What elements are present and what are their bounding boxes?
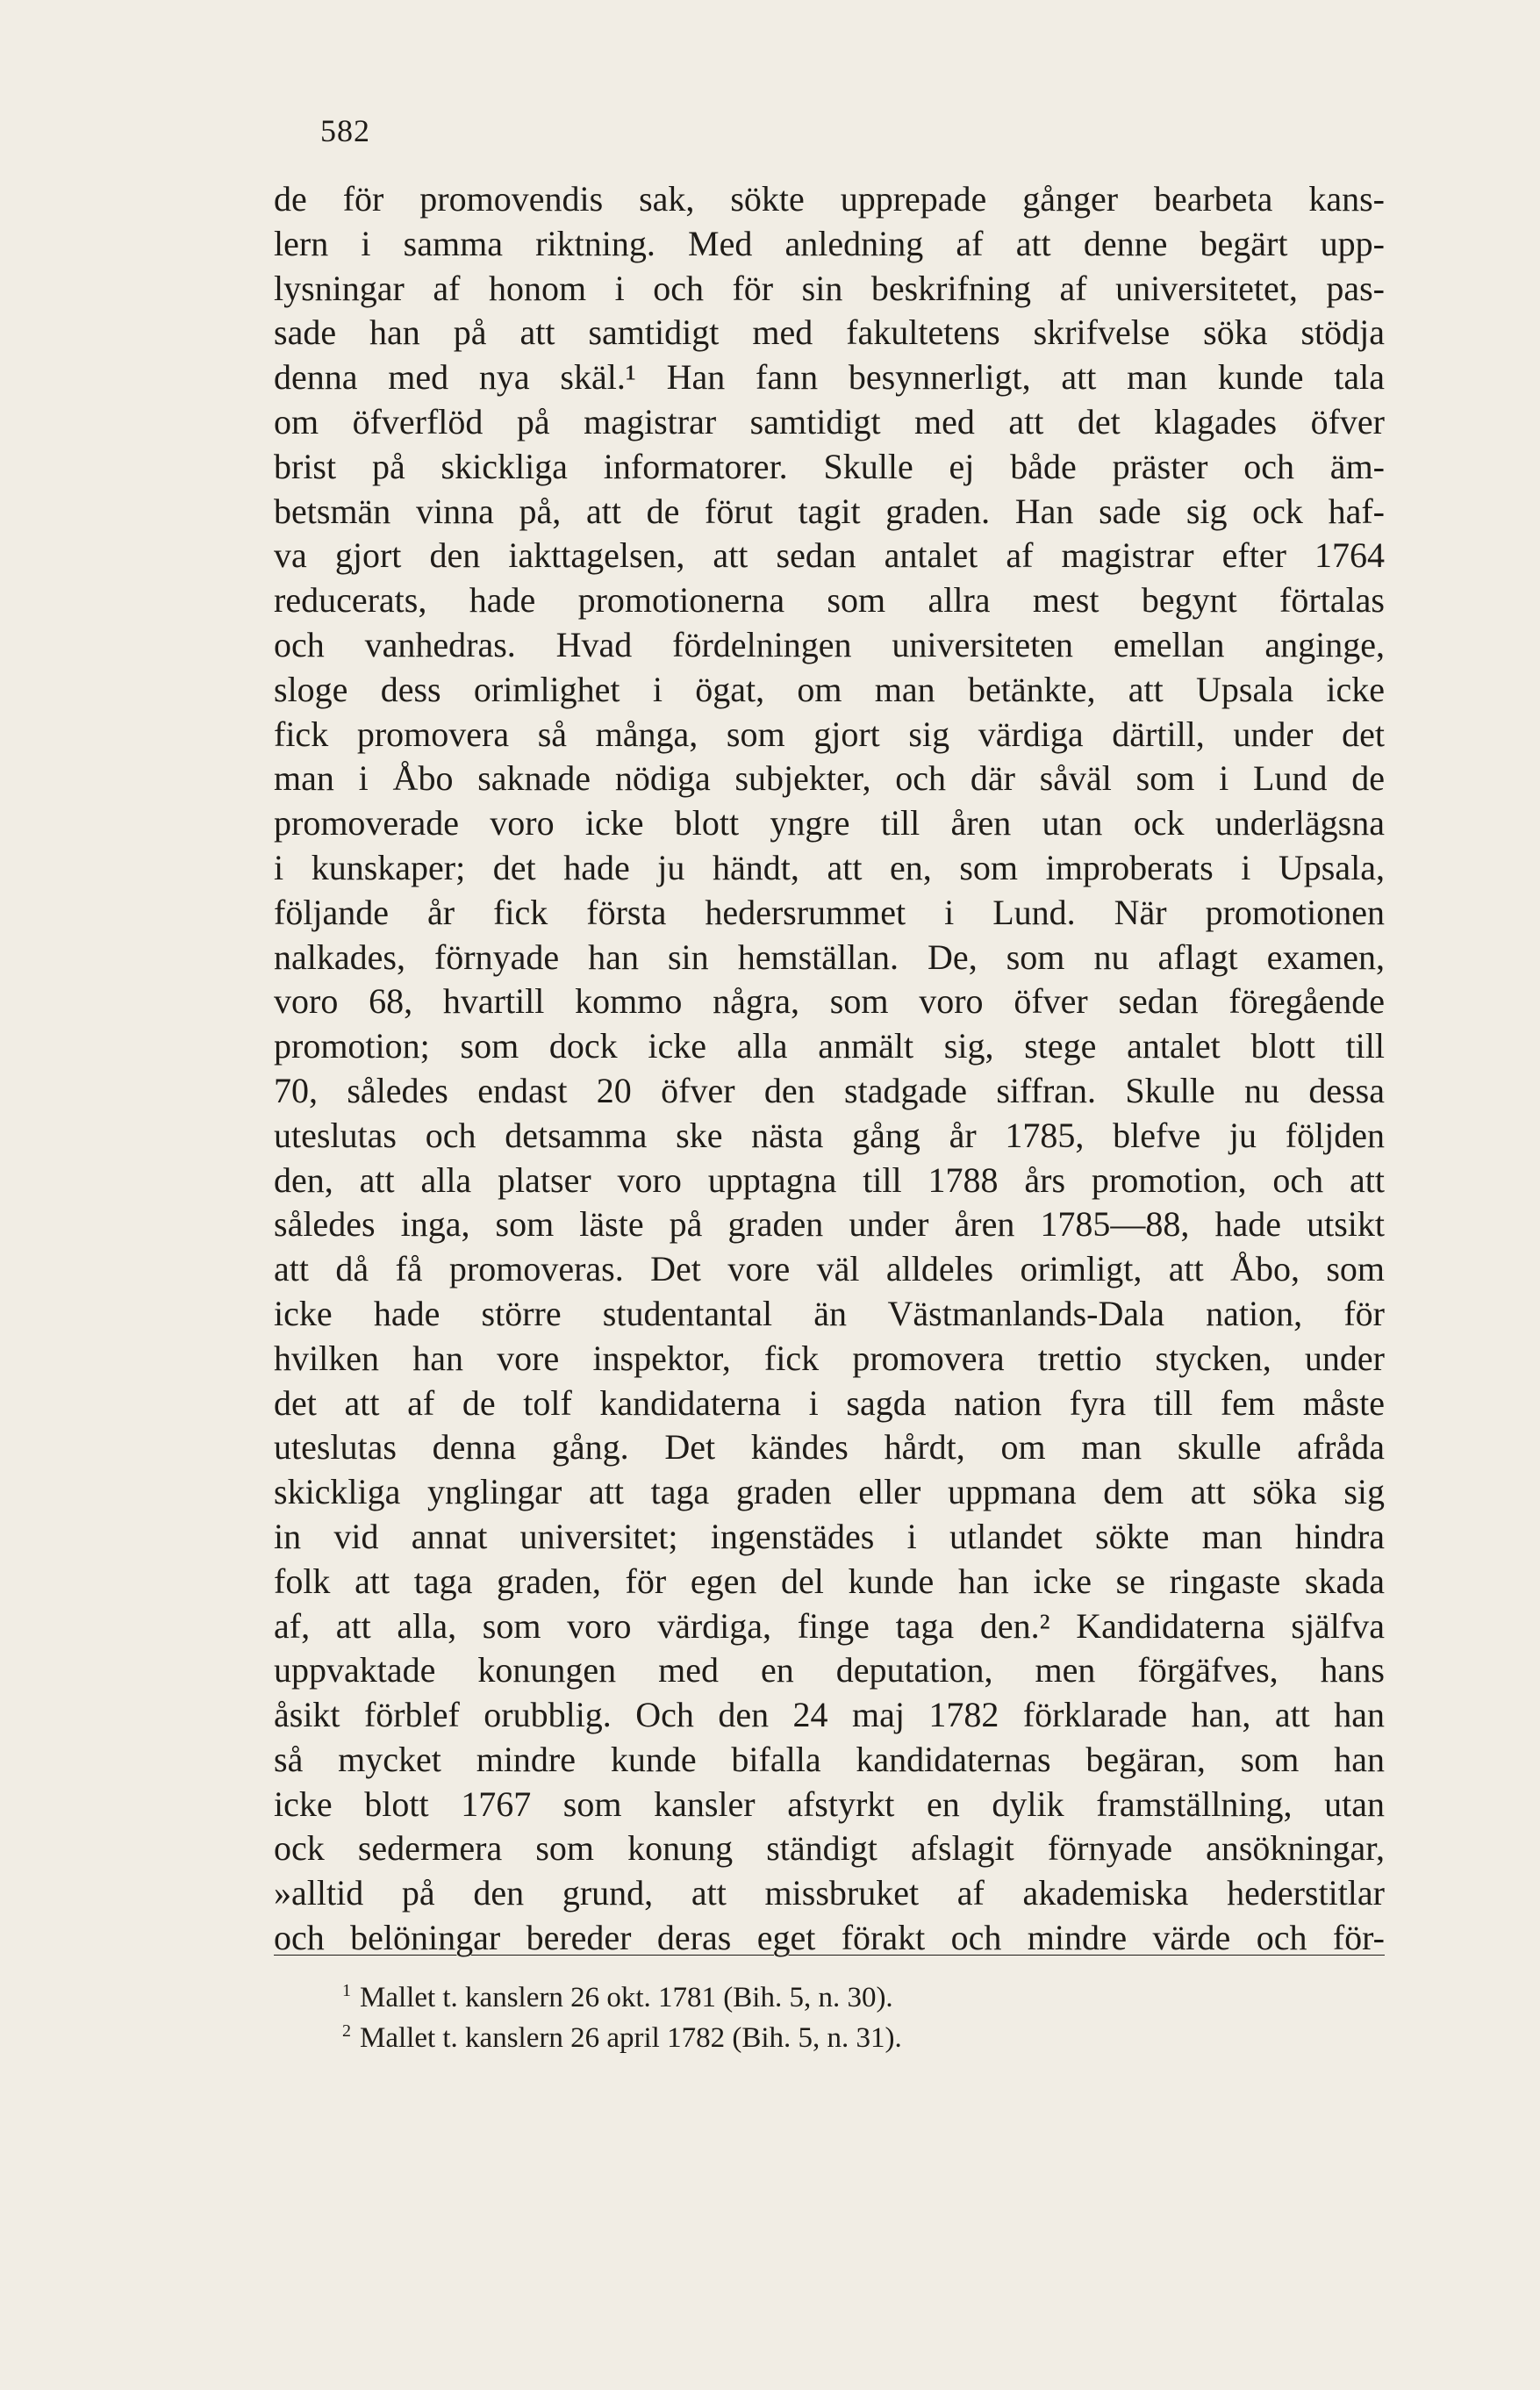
text-line: uteslutas och detsamma ske nästa gång år 1785, blefve ju följden xyxy=(274,1115,1385,1155)
footnote-text: Mallet t. kanslern 26 okt. 1781 (Bih. 5, n. 30). xyxy=(360,1982,893,2013)
text-line: och vanhedras. Hvad fördelningen universiteten emellan anginge, xyxy=(274,624,1385,664)
text-line: om öfverflöd på magistrar samtidigt med att det klagades öfver xyxy=(274,401,1385,441)
text-line: va gjort den iakttagelsen, att sedan antalet af magistrar efter 1764 xyxy=(274,535,1385,576)
text-line: ock sedermera som konung ständigt afslagit förnyade ansökningar, xyxy=(274,1828,1385,1869)
text-line: af, att alla, som voro värdiga, finge taga den.² Kandidaterna själfva xyxy=(274,1605,1385,1646)
text-line: och belöningar bereder deras eget förakt och mindre värde och för- xyxy=(274,1918,1385,1958)
text-line: fick promovera så många, som gjort sig värdiga därtill, under det xyxy=(274,714,1385,754)
text-line: uteslutas denna gång. Det kändes hårdt, om man skulle afråda xyxy=(274,1427,1385,1468)
text-line: in vid annat universitet; ingenstädes i utlandet sökte man hindra xyxy=(274,1516,1385,1556)
text-line: promoverade voro icke blott yngre till åren utan ock underlägsna xyxy=(274,803,1385,843)
footnote-marker: 1 xyxy=(342,1981,351,2000)
text-line: brist på skickliga informatorer. Skulle ej både präster och äm- xyxy=(274,446,1385,486)
body-text xyxy=(274,177,1385,1961)
text-line: lern i samma riktning. Med anledning af att denne begärt upp- xyxy=(274,223,1385,263)
text-line: voro 68, hvartill kommo några, som voro öfver sedan föregående xyxy=(274,981,1385,1022)
text-line: icke blott 1767 som kansler afstyrkt en dylik framställning, utan xyxy=(274,1784,1385,1824)
text-line: icke hade större studentantal än Västmanlands-Dala nation, för xyxy=(274,1293,1385,1333)
text-line: 70, således endast 20 öfver den stadgade siffran. Skulle nu dessa xyxy=(274,1070,1385,1110)
text-line: att då få promoveras. Det vore väl alldeles orimligt, att Åbo, som xyxy=(274,1249,1385,1289)
text-line: denna med nya skäl.¹ Han fann besynnerligt, att man kunde tala xyxy=(274,357,1385,398)
footnotes xyxy=(342,1970,1220,2054)
text-line: sloge dess orimlighet i ögat, om man betänkte, att Upsala icke xyxy=(274,669,1385,709)
text-line: hvilken han vore inspektor, fick promovera trettio stycken, under xyxy=(274,1338,1385,1378)
text-line: »alltid på den grund, att missbruket af akademiska hederstitlar xyxy=(274,1873,1385,1913)
text-line: skickliga ynglingar att taga graden eller uppmana dem att söka sig xyxy=(274,1472,1385,1512)
text-line: folk att taga graden, för egen del kunde han icke se ringaste skada xyxy=(274,1561,1385,1601)
text-line: sade han på att samtidigt med fakultetens skrifvelse söka stödja xyxy=(274,312,1385,353)
text-line: de för promovendis sak, sökte upprepade gånger bearbeta kans- xyxy=(274,179,1385,219)
text-line: man i Åbo saknade nödiga subjekter, och där såväl som i Lund de xyxy=(274,758,1385,799)
text-line: det att af de tolf kandidaterna i sagda nation fyra till fem måste xyxy=(274,1382,1385,1423)
text-line: betsmän vinna på, att de förut tagit graden. Han sade sig ock haf- xyxy=(274,491,1385,531)
footnote-text: Mallet t. kanslern 26 april 1782 (Bih. 5, n. 31). xyxy=(360,2022,902,2054)
text-line: åsikt förblef orubblig. Och den 24 maj 1782 förklarade han, att han xyxy=(274,1695,1385,1735)
text-line: den, att alla platser voro upptagna till 1788 års promotion, och att xyxy=(274,1159,1385,1200)
page-number: 582 xyxy=(320,113,370,148)
footnote xyxy=(342,2011,1220,2054)
text-line: nalkades, förnyade han sin hemställan. De, som nu aflagt examen, xyxy=(274,937,1385,977)
footnote xyxy=(342,1970,1220,2011)
text-line: således inga, som läste på graden under åren 1785—88, hade utsikt xyxy=(274,1204,1385,1245)
text-line: lysningar af honom i och för sin beskrifning af universitetet, pas- xyxy=(274,268,1385,308)
text-line: promotion; som dock icke alla anmält sig, stege antalet blott till xyxy=(274,1026,1385,1066)
text-line: reducerats, hade promotionerna som allra mest begynt förtalas xyxy=(274,580,1385,621)
footnote-marker: 2 xyxy=(342,2021,351,2041)
text-line: i kunskaper; det hade ju händt, att en, som improberats i Upsala, xyxy=(274,847,1385,887)
text-line: så mycket mindre kunde bifalla kandidaternas begäran, som han xyxy=(274,1739,1385,1779)
text-line: uppvaktade konungen med en deputation, men förgäfves, hans xyxy=(274,1650,1385,1690)
text-line: följande år fick första hedersrummet i Lund. När promotionen xyxy=(274,892,1385,932)
